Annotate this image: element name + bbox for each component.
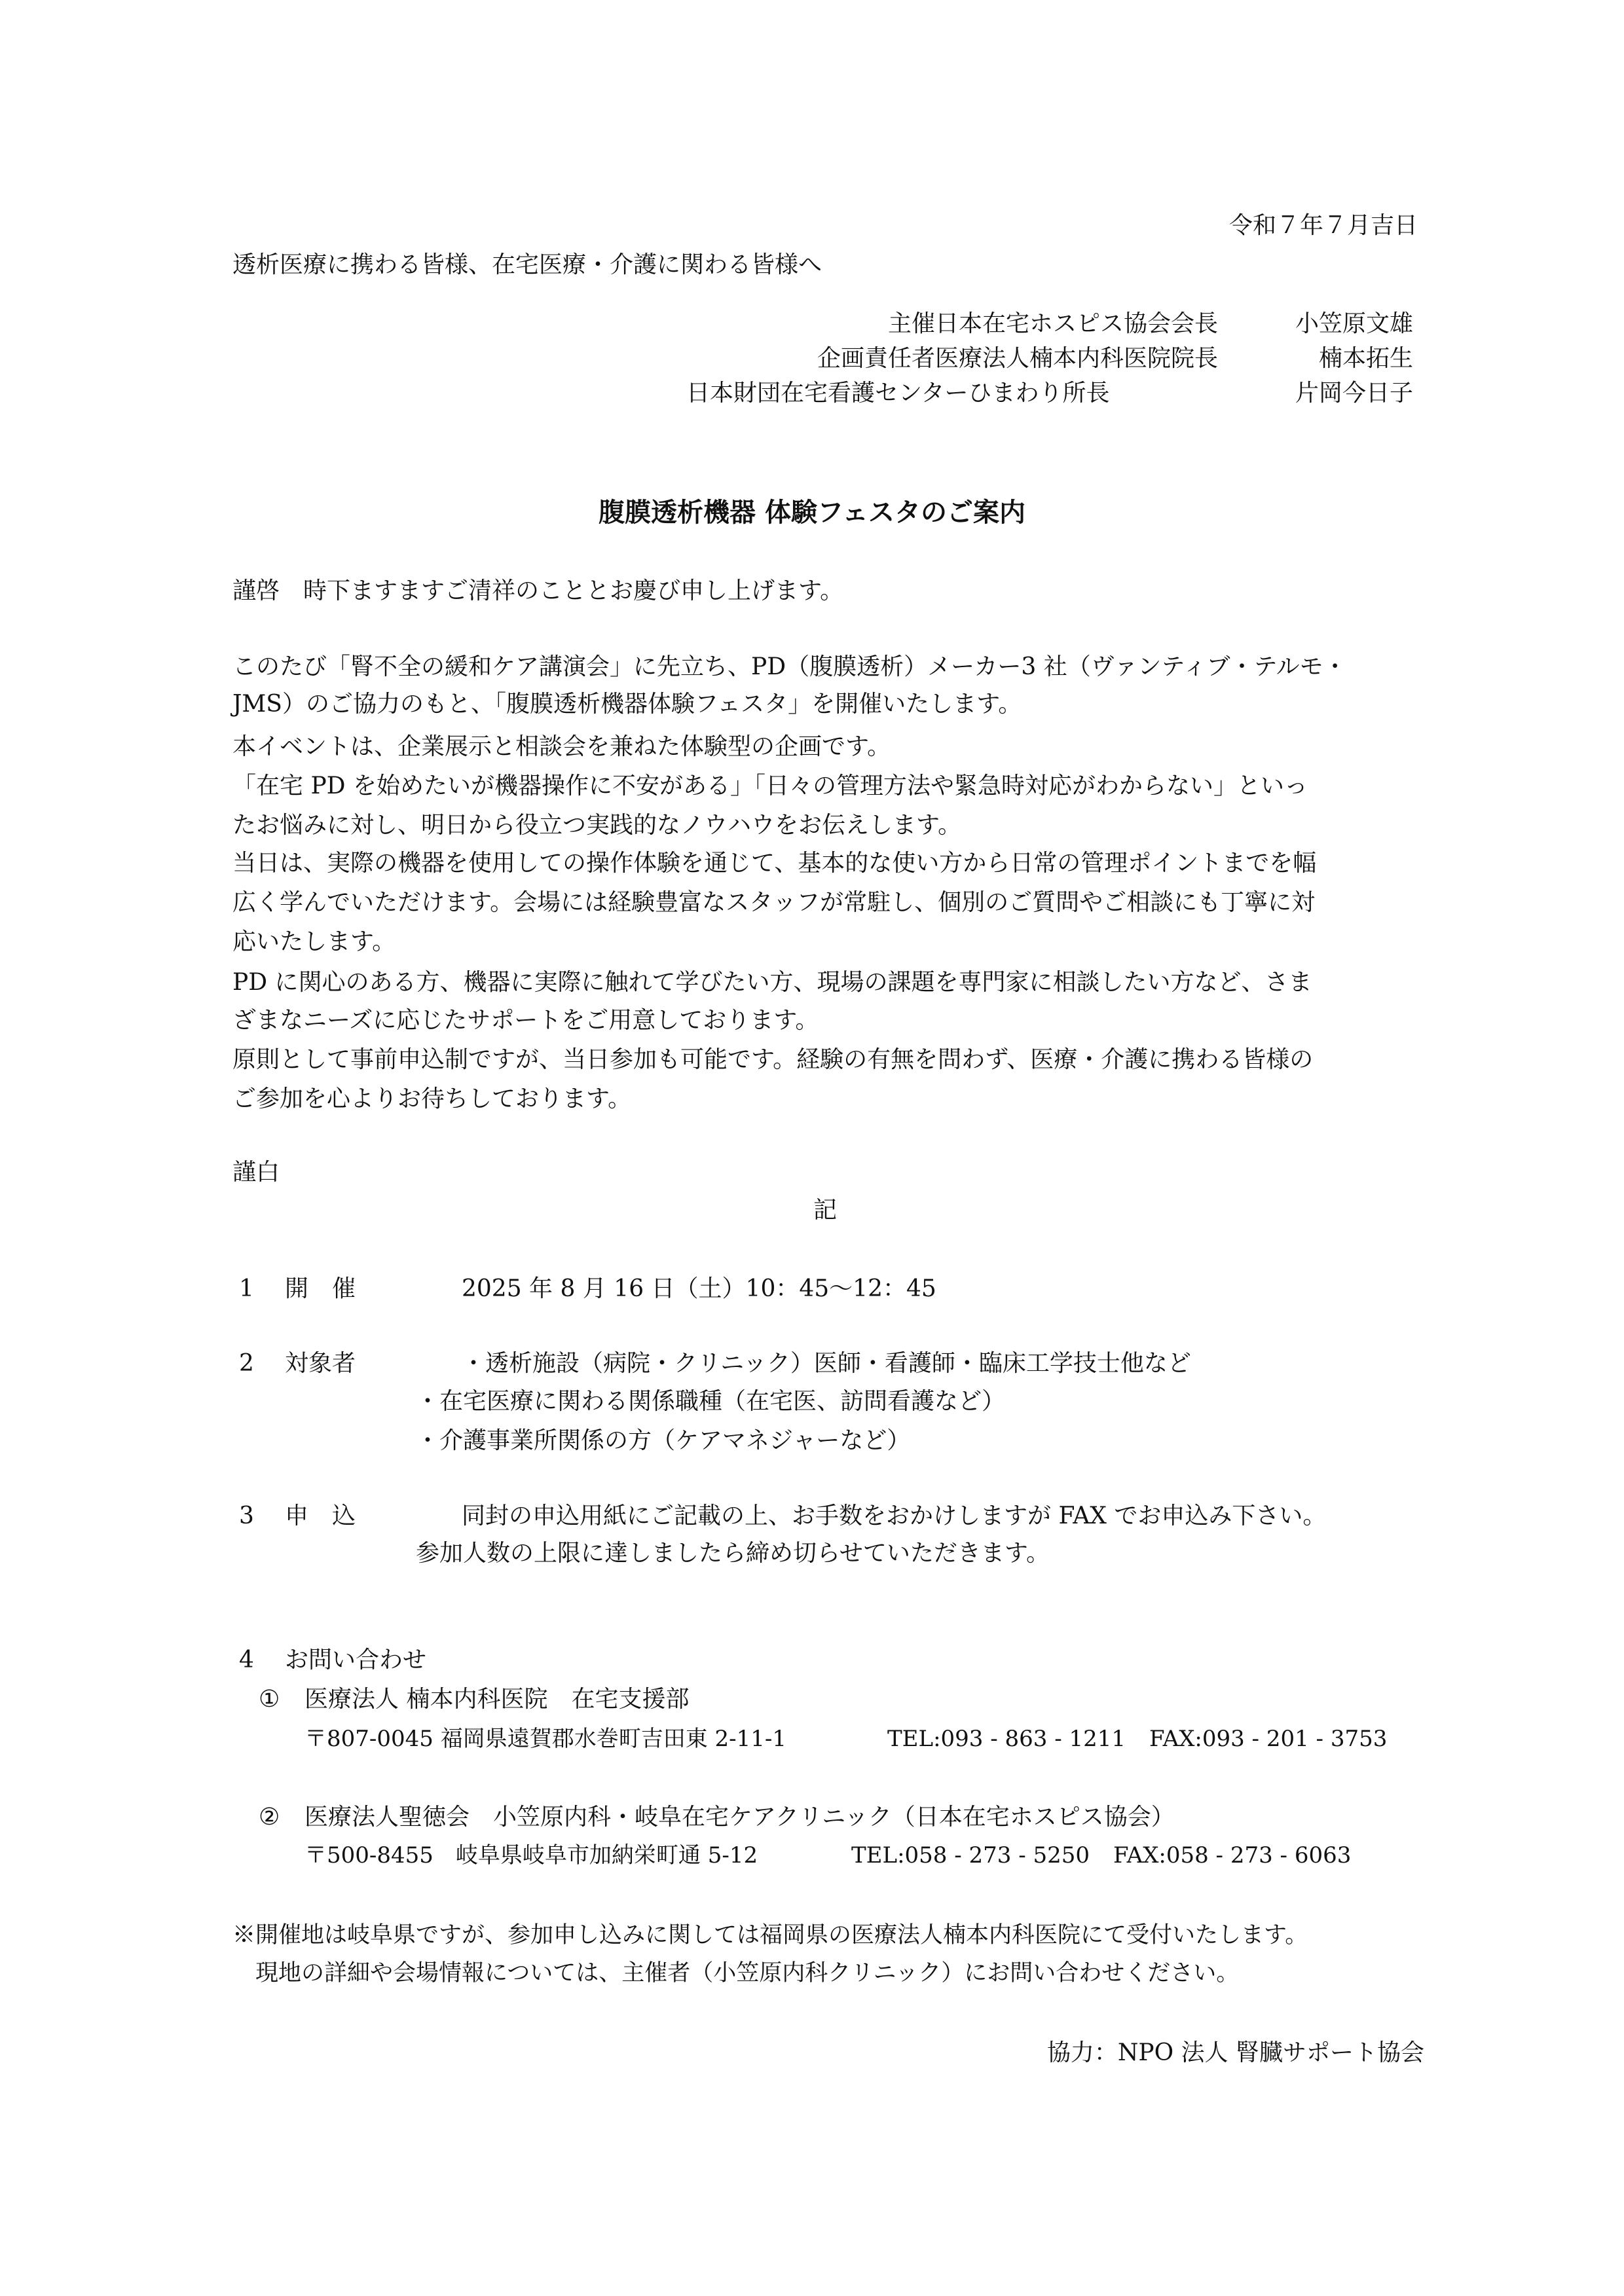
item-number: 3 bbox=[239, 1503, 254, 1529]
note-line: 現地の詳細や会場情報については、主催者（小笠原内科クリニック）にお問い合わせください。 bbox=[232, 1960, 1240, 1986]
body-line: PD に関心のある方、機器に実際に触れて学びたい方、現場の課題を専門家に相談したい方など、さま bbox=[232, 969, 1312, 996]
contact-details-1 bbox=[304, 1725, 1387, 1753]
body-line: 本イベントは、企業展示と相談会を兼ねた体験型の企画です。 bbox=[232, 733, 891, 760]
organizer-org: 日本財団在宅看護センターひまわり所長 bbox=[686, 380, 1110, 407]
body-line: 原則として事前申込制ですが、当日参加も可能です。経験の有無を問わず、医療・介護に携わる皆様の bbox=[232, 1046, 1314, 1073]
contact-tel: TEL:058 - 273 - 5250 bbox=[851, 1842, 1090, 1868]
body-line: ご参加を心よりお待ちしております。 bbox=[232, 1085, 632, 1112]
contact-details-2 bbox=[304, 1842, 1351, 1870]
organizer-org: 医療法人楠本内科医院院長 bbox=[935, 345, 1219, 372]
organizer-name: 楠本拓生 bbox=[1318, 345, 1413, 372]
body-line: 「在宅 PD を始めたいが機器操作に不安がある」「日々の管理方法や緊急時対応がわからない」といっ bbox=[232, 773, 1308, 799]
organizer-name: 片岡今日子 bbox=[1295, 380, 1413, 407]
contact-name: 医療法人聖徳会 小笠原内科・岐阜在宅ケアクリニック（日本在宅ホスピス協会） bbox=[304, 1804, 1175, 1831]
body-line: たお悩みに対し、明日から役立つ実践的なノウハウをお伝えします。 bbox=[232, 812, 962, 839]
cooperation: 協力：NPO 法人 腎臓サポート協会 bbox=[1046, 2039, 1424, 2066]
body-line: 応いたします。 bbox=[232, 928, 396, 955]
contact-marker: ① bbox=[259, 1686, 280, 1713]
contact-entry-2 bbox=[259, 1802, 1175, 1832]
contact-address: 〒500-8455 岐阜県岐阜市加納栄町通 5-12 bbox=[304, 1842, 758, 1868]
item-event-date bbox=[239, 1274, 936, 1303]
document-date: 令和７年７月吉日 bbox=[1228, 212, 1418, 239]
organizer-role: 企画責任者 bbox=[817, 345, 935, 372]
contact-heading bbox=[239, 1645, 426, 1675]
contact-fax: FAX:093 - 201 - 3753 bbox=[1149, 1726, 1388, 1752]
item-label: 対象者 bbox=[285, 1350, 356, 1377]
item-target bbox=[239, 1349, 1191, 1378]
body-line: 広く学んでいただけます。会場には経験豊富なスタッフが常駐し、個別のご質問やご相談にも丁寧に対 bbox=[232, 889, 1316, 916]
contact-tel: TEL:093 - 863 - 1211 bbox=[887, 1726, 1126, 1752]
item-label: 申 込 bbox=[285, 1503, 356, 1529]
contact-entry-1 bbox=[259, 1685, 689, 1714]
item-value: 2025 年 8 月 16 日（土）10：45〜12：45 bbox=[462, 1275, 936, 1302]
organizer-role: 主催 bbox=[887, 310, 935, 337]
item-label: お問い合わせ bbox=[285, 1647, 427, 1673]
item-label: 開 催 bbox=[285, 1275, 356, 1302]
contact-marker: ② bbox=[259, 1804, 280, 1831]
body-line: このたび「腎不全の緩和ケア講演会」に先立ち、PD（腹膜透析）メーカー3 社（ヴァンティブ・テルモ・ bbox=[232, 653, 1347, 680]
contact-address: 〒807-0045 福岡県遠賀郡水巻町吉田東 2-11-1 bbox=[304, 1726, 787, 1752]
item-number: 4 bbox=[239, 1647, 254, 1673]
addressee: 透析医療に携わる皆様、在宅医療・介護に関わる皆様へ bbox=[232, 251, 822, 278]
item-application bbox=[239, 1501, 1326, 1531]
greeting: 謹啓 時下ますますご清祥のこととお慶び申し上げます。 bbox=[232, 577, 844, 604]
item-number: 1 bbox=[239, 1275, 254, 1302]
item-value: 同封の申込用紙にご記載の上、お手数をおかけしますが FAX でお申込み下さい。 bbox=[462, 1503, 1327, 1529]
contact-name: 医療法人 楠本内科医院 在宅支援部 bbox=[304, 1686, 690, 1713]
note-line: ※開催地は岐阜県ですが、参加申し込みに関しては福岡県の医療法人楠本内科医院にて受付いたします。 bbox=[232, 1922, 1308, 1948]
item-value: 参加人数の上限に達しましたら締め切らせていただきます。 bbox=[416, 1540, 1050, 1567]
body-line: 当日は、実際の機器を使用しての操作体験を通じて、基本的な使い方から日常の管理ポイントまでを幅 bbox=[232, 850, 1317, 877]
item-value: ・介護事業所関係の方（ケアマネジャーなど） bbox=[416, 1427, 911, 1454]
contact-fax: FAX:058 - 273 - 6063 bbox=[1113, 1842, 1352, 1868]
closing: 謹白 bbox=[232, 1159, 280, 1186]
item-value: ・透析施設（病院・クリニック）医師・看護師・臨床工学技士他など bbox=[462, 1350, 1191, 1377]
organizer-name: 小笠原文雄 bbox=[1295, 310, 1413, 337]
item-number: 2 bbox=[239, 1350, 254, 1377]
organizer-org: 日本在宅ホスピス協会会長 bbox=[935, 310, 1219, 337]
document-title: 腹膜透析機器 体験フェスタのご案内 bbox=[599, 498, 1025, 528]
body-line: JMS）のご協力のもと、「腹膜透析機器体験フェスタ」を開催いたします。 bbox=[232, 691, 1022, 718]
item-value: ・在宅医療に関わる関係職種（在宅医、訪問看護など） bbox=[416, 1388, 1006, 1415]
ki-mark: 記 bbox=[813, 1197, 837, 1224]
body-line: ざまなニーズに応じたサポートをご用意しております。 bbox=[232, 1007, 819, 1034]
